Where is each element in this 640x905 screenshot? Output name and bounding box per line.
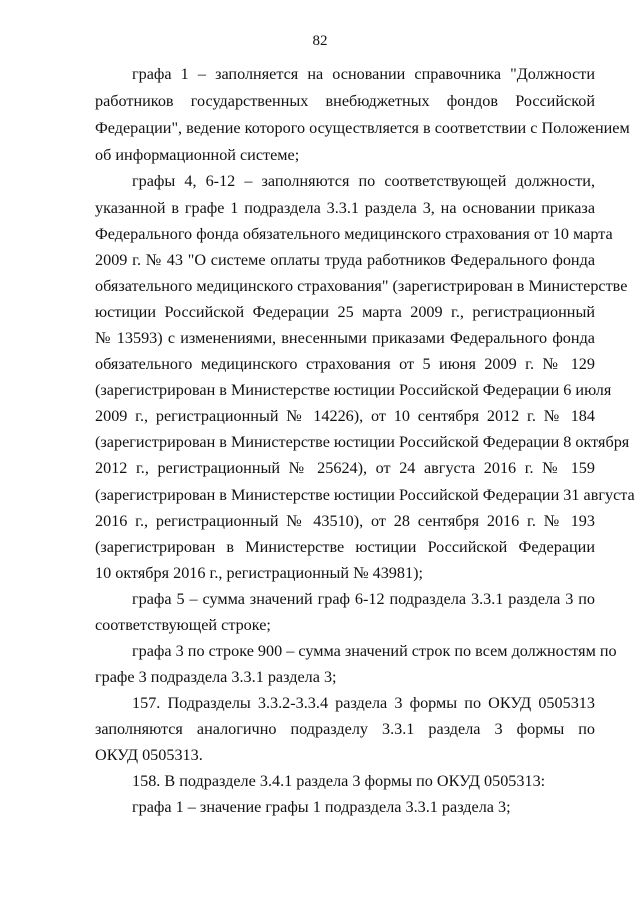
text-line: графа 1 – заполняется на основании справочника "Должности [132,65,595,83]
text-line: графа 5 – сумма значений граф 6-12 подраздела 3.3.1 раздела 3 по [132,590,595,608]
text-line: заполняются аналогично подразделу 3.3.1 раздела 3 формы по [95,720,595,738]
text-line: 157. Подразделы 3.3.2-3.3.4 раздела 3 формы по ОКУД 0505313 [132,694,595,712]
text-line: (зарегистрирован в Министерстве юстиции Российской Федерации 31 августа [95,486,635,504]
text-line: ОКУД 0505313. [95,746,203,764]
text-line: (зарегистрирован в Министерстве юстиции Российской Федерации 8 октября [95,433,630,451]
text-line: (зарегистрирован в Министерстве юстиции Российской Федерации 6 июля [95,381,612,399]
text-line: графа 1 – значение графы 1 подраздела 3.3.1 раздела 3; [132,798,511,816]
text-line: 2012 г., регистрационный № 25624), от 24 августа 2016 г. № 159 [95,459,595,477]
text-line: 2016 г., регистрационный № 43510), от 28 сентября 2016 г. № 193 [95,512,595,530]
text-line: графе 3 подраздела 3.3.1 раздела 3; [95,668,337,686]
text-line: об информационной системе; [95,146,300,164]
text-line: Федерального фонда обязательного медицинского страхования от 10 марта [95,225,613,243]
text-line: обязательного медицинского страхования" (зарегистрирован в Министерстве [95,277,628,295]
text-line: (зарегистрирован в Министерстве юстиции Российской Федерации [95,538,595,556]
text-line: 2009 г., регистрационный № 14226), от 10 сентября 2012 г. № 184 [95,407,595,425]
page-number: 82 [312,33,328,49]
text-line: соответствующей строке; [95,616,271,634]
text-line: Федерации", ведение которого осуществляется в соответствии с Положением [95,119,630,137]
text-line: графы 4, 6-12 – заполняются по соответствующей должности, [132,172,595,190]
text-line: юстиции Российской Федерации 25 марта 2009 г., регистрационный [95,303,595,321]
text-line: № 13593) с изменениями, внесенными приказами Федерального фонда [95,329,595,347]
text-line: графа 3 по строке 900 – сумма значений строк по всем должностям по [132,642,617,660]
text-line: 10 октября 2016 г., регистрационный № 43981); [95,564,423,582]
text-line: работников государственных внебюджетных фондов Российской [95,92,595,110]
text-line: 158. В подразделе 3.4.1 раздела 3 формы по ОКУД 0505313: [132,772,546,790]
text-line: обязательного медицинского страхования от 5 июня 2009 г. № 129 [95,355,595,373]
text-line: 2009 г. № 43 "О системе оплаты труда работников Федерального фонда [95,251,595,269]
text-line: указанной в графе 1 подраздела 3.3.1 раздела 3, на основании приказа [95,199,595,217]
